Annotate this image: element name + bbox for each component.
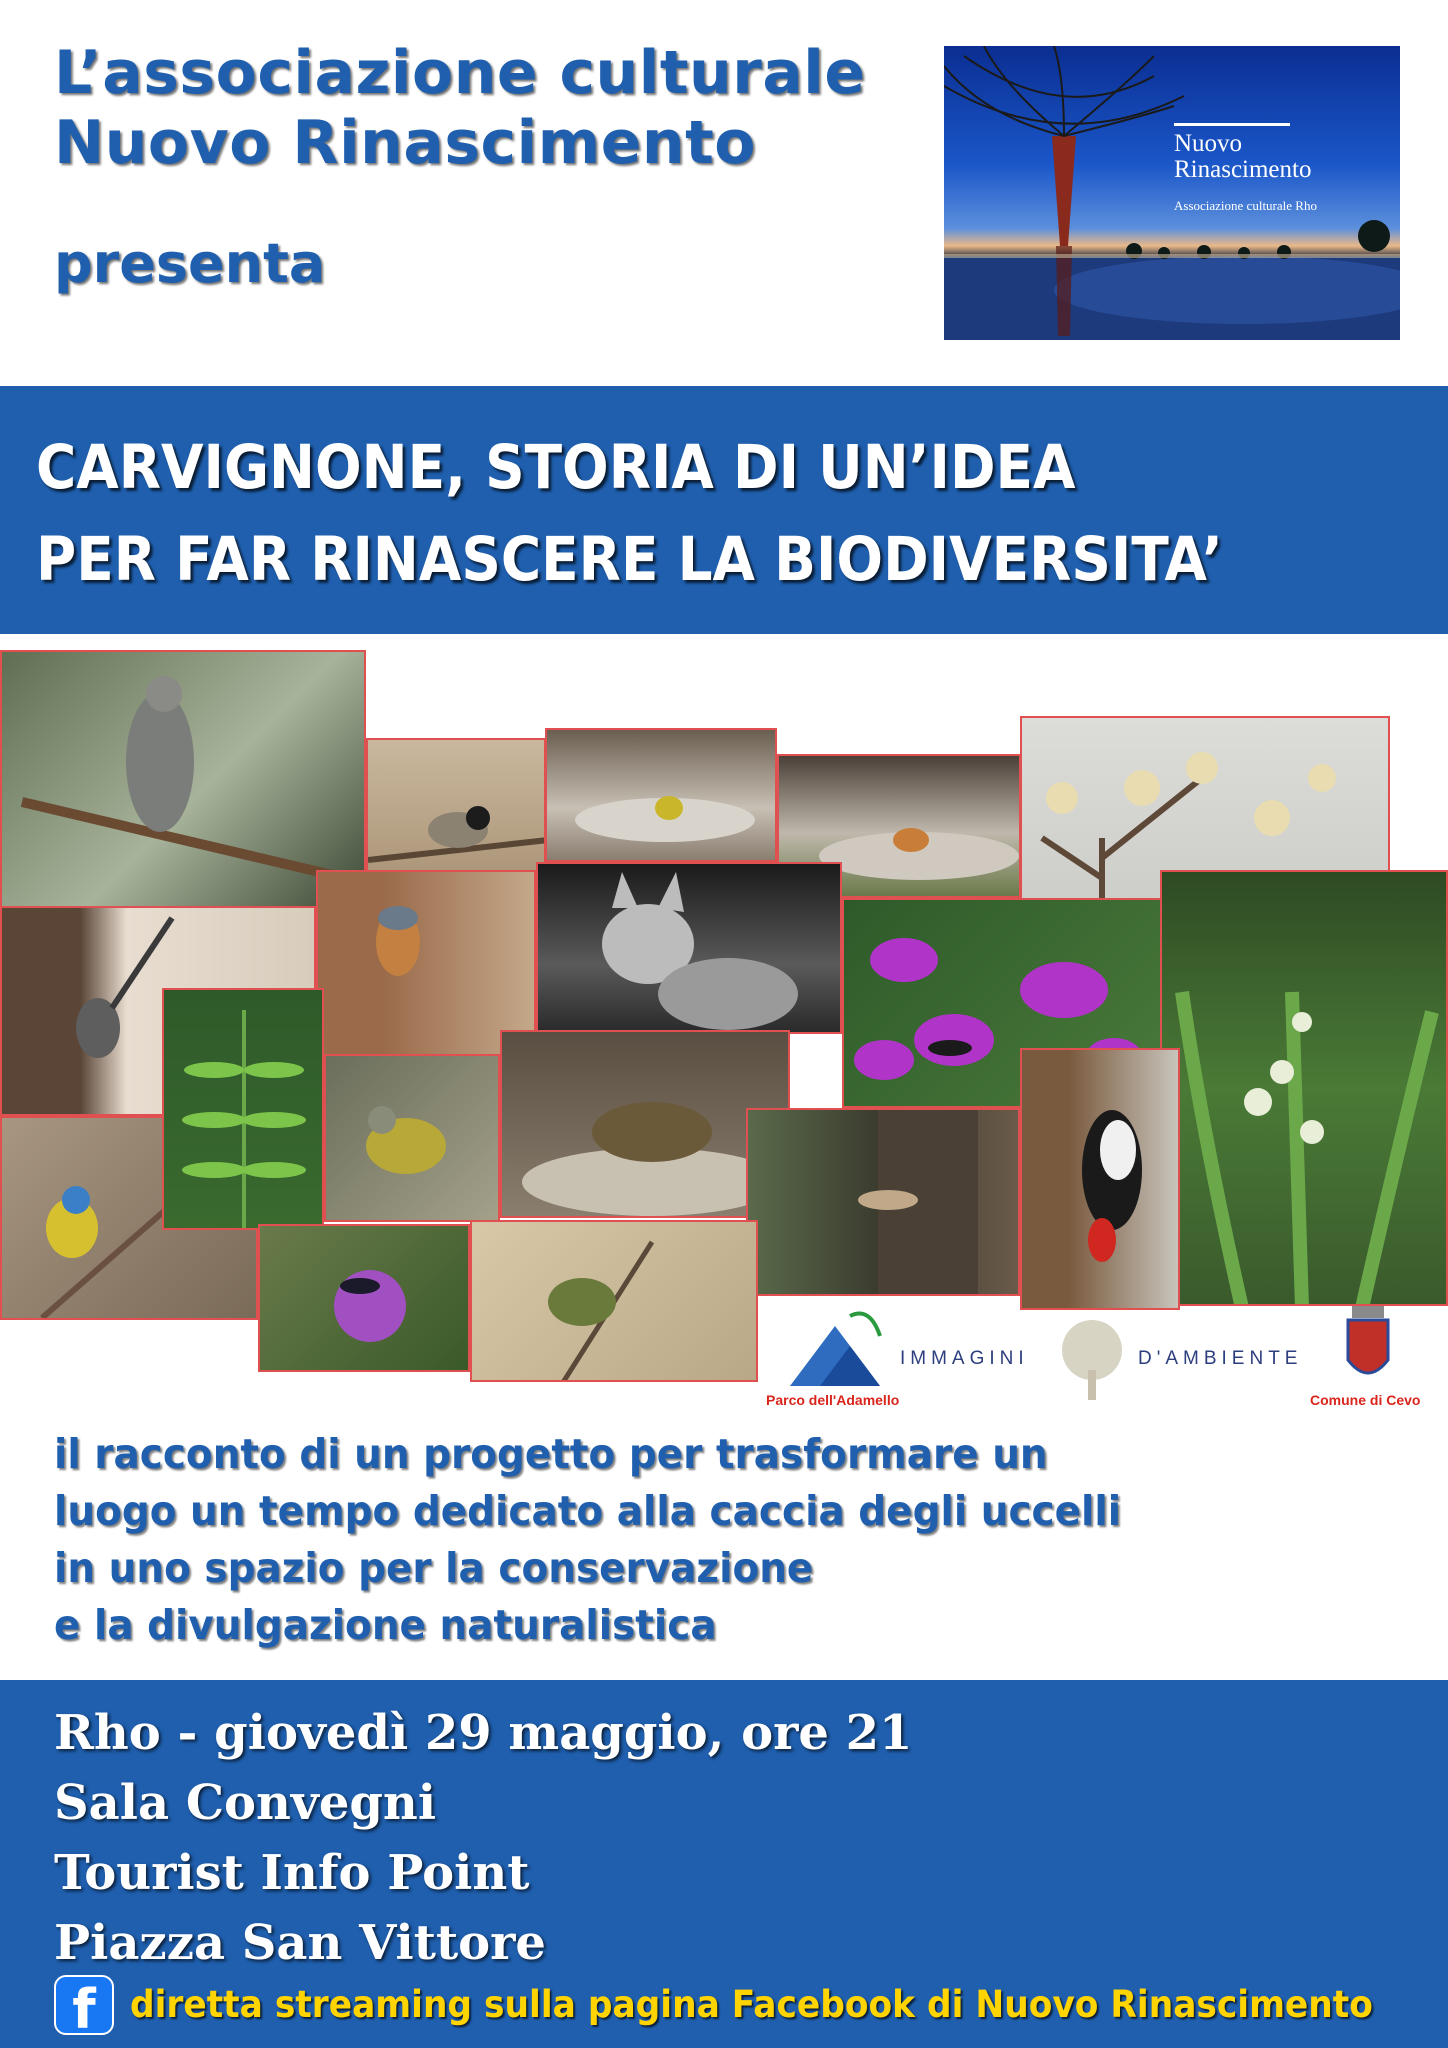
association-logo [944,46,1400,340]
photo-tree-fungus [746,1108,1020,1296]
event-venue: Tourist Info Point [54,1845,530,1901]
association-title-line2: Nuovo Rinascimento [54,108,757,178]
event-info-band [0,1680,1448,2048]
presenta-text: presenta [54,232,326,295]
logo-rule [1174,123,1290,126]
event-title-line1: CARVIGNONE, STORIA DI UN’IDEA [36,432,1076,503]
event-info [54,1698,912,1978]
photo-fern [162,988,324,1230]
photo-sparrowhawk [0,650,366,908]
description-line4: e la divulgazione naturalistica [54,1601,717,1649]
logo-name [1174,131,1374,183]
event-date: Rho - giovedì 29 maggio, ore 21 [54,1705,913,1761]
coat-of-arms-icon [1338,1300,1398,1390]
association-title-line1: L’associazione culturale [54,38,866,108]
logo-name-line1: Nuovo [1174,130,1243,157]
logo-subtitle: Associazione culturale Rho [1174,198,1317,213]
event-room: Sala Convegni [54,1775,437,1831]
photo-siskin [470,1220,758,1382]
description [54,1426,1121,1654]
title-band [0,386,1448,634]
event-title [36,422,1223,606]
immagini-label-left: IMMAGINI [900,1348,1029,1369]
tree-icon [1052,1314,1132,1404]
event-title-line2: PER FAR RINASCERE LA BIODIVERSITA’ [36,524,1223,595]
photo-burnet-moth [258,1224,470,1372]
adamello-label: Parco dell'Adamello [766,1392,900,1408]
description-line2: luogo un tempo dedicato alla caccia degli uccelli [54,1487,1122,1535]
adamello-park-icon [780,1306,900,1396]
tree-of-life-illustration [944,46,1400,340]
partner-logos [760,1300,1448,1420]
photo-nuthatch [316,870,536,1056]
cevo-label: Comune di Cevo [1310,1392,1421,1408]
streaming-link[interactable]: diretta streaming sulla pagina Facebook di Nuovo Rinascimento [130,1983,1373,2026]
photo-citril-finch [324,1054,500,1222]
photo-goldfinch-water [545,728,777,862]
event-square: Piazza San Vittore [54,1915,546,1971]
photo-woodpecker [1020,1048,1180,1310]
description-line1: il racconto di un progetto per trasformare un [54,1430,1048,1478]
immagini-label-right: D'AMBIENTE [1138,1348,1303,1369]
photo-fox-trailcam [536,862,842,1034]
description-line3: in uno spazio per la conservazione [54,1544,814,1592]
logo-name-line2: Rinascimento [1174,156,1312,183]
facebook-icon[interactable]: f [54,1975,114,2035]
photo-lily-of-valley [1160,870,1448,1306]
association-title [54,38,866,178]
